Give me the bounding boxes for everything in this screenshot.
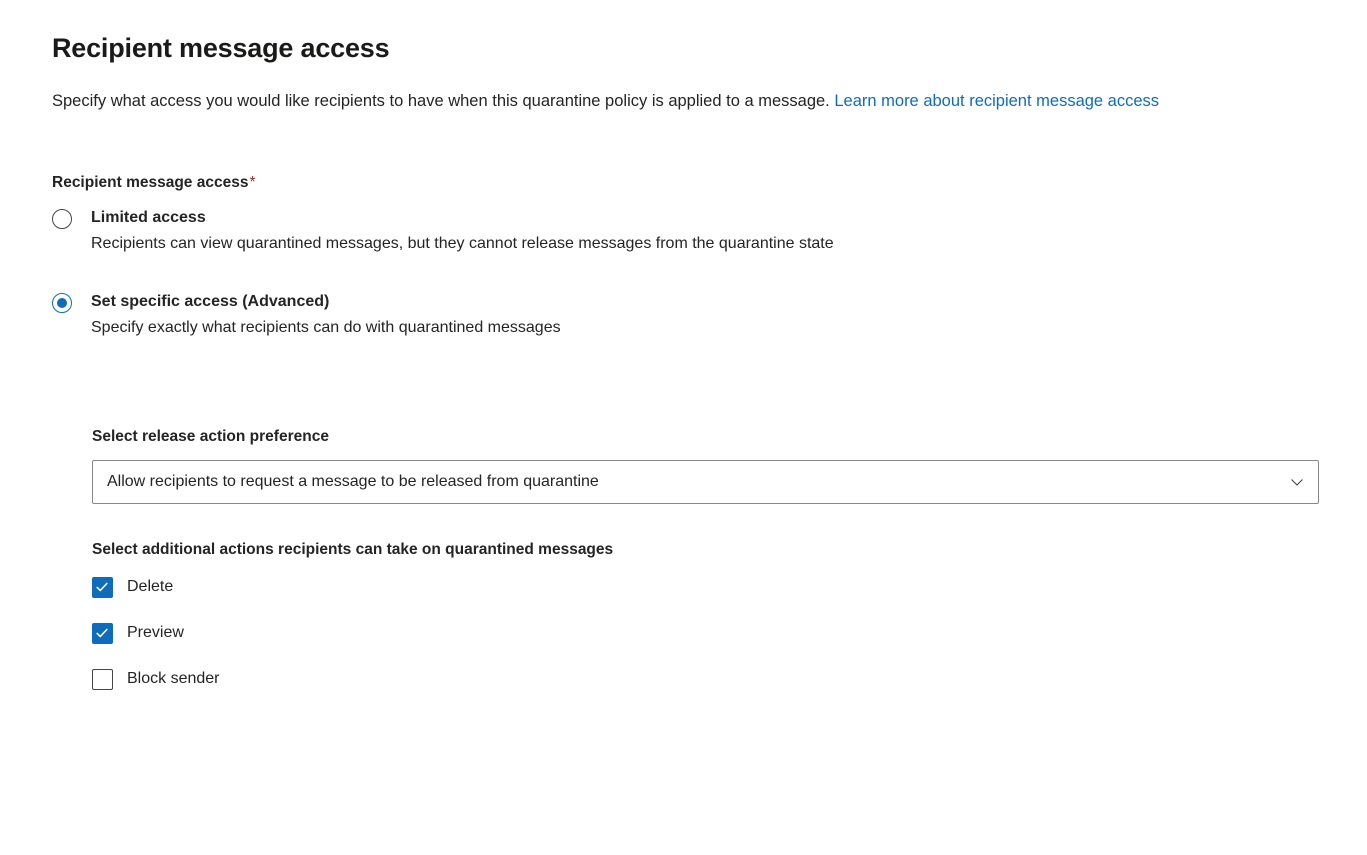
required-asterisk: * <box>249 174 256 191</box>
checkbox-delete[interactable] <box>92 577 113 598</box>
recipient-message-access-radio-group <box>52 206 1319 340</box>
recipient-message-access-label-text: Recipient message access <box>52 174 249 191</box>
checkbox-label-delete: Delete <box>127 578 174 595</box>
release-action-selected-value: Allow recipients to request a message to be released from quarantine <box>107 473 599 490</box>
release-action-label: Select release action preference <box>92 428 329 445</box>
radio-button-limited-access[interactable] <box>52 209 72 229</box>
radio-button-set-specific-access[interactable] <box>52 293 72 313</box>
radio-option-set-specific-access-description: Specify exactly what recipients can do with quarantined messages <box>91 319 561 336</box>
page-description-text: Specify what access you would like recipients to have when this quarantine policy is applied to a message. <box>52 92 835 110</box>
advanced-access-settings <box>92 426 1319 691</box>
page-description <box>52 87 1319 115</box>
radio-option-set-specific-access[interactable] <box>52 290 1319 340</box>
radio-option-limited-access[interactable] <box>52 206 1319 256</box>
checkbox-label-preview: Preview <box>127 624 184 641</box>
checkbox-block-sender[interactable] <box>92 669 113 690</box>
radio-option-set-specific-access-title: Set specific access (Advanced) <box>91 293 330 310</box>
additional-actions-checkbox-list <box>92 575 1319 691</box>
chevron-down-icon <box>1289 474 1305 490</box>
learn-more-link[interactable]: Learn more about recipient message access <box>834 92 1160 110</box>
page-title: Recipient message access <box>52 33 390 63</box>
checkbox-row-block-sender[interactable] <box>92 667 1319 691</box>
checkbox-row-delete[interactable] <box>92 575 1319 599</box>
checkbox-row-preview[interactable] <box>92 621 1319 645</box>
checkbox-preview[interactable] <box>92 623 113 644</box>
release-action-dropdown[interactable] <box>92 460 1319 504</box>
checkbox-label-block-sender: Block sender <box>127 670 220 687</box>
radio-option-limited-access-title: Limited access <box>91 209 206 226</box>
radio-option-limited-access-description: Recipients can view quarantined messages, but they cannot release messages from the quarantine state <box>91 235 834 252</box>
additional-actions-label: Select additional actions recipients can take on quarantined messages <box>92 541 614 558</box>
recipient-message-access-label <box>52 172 1319 194</box>
